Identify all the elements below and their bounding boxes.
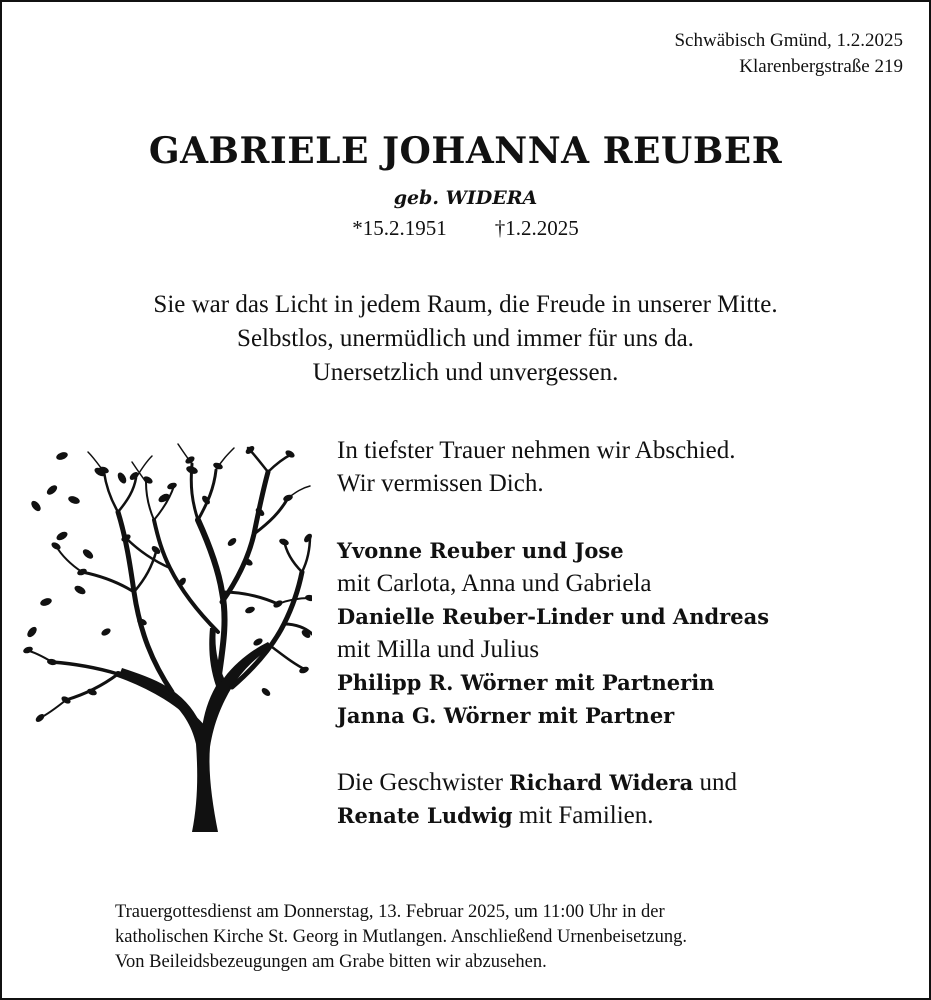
bare-tree-with-falling-leaves-icon (22, 442, 312, 842)
siblings-line (337, 799, 897, 832)
birth-date: *15.2.1951 (352, 216, 447, 240)
farewell-line: In tiefster Trauer nehmen wir Abschied. (337, 437, 736, 464)
sibling-name: Richard Widera (509, 770, 694, 795)
family-member: Danielle Reuber-Linder und Andreas (337, 604, 770, 629)
siblings-conjunction: und (693, 769, 737, 796)
family-member: Janna G. Wörner mit Partner (337, 703, 675, 728)
family-children: mit Carlota, Anna und Gabriela (337, 570, 652, 597)
service-line: Trauergottesdienst am Donnerstag, 13. Februar 2025, um 11:00 Uhr in der (115, 902, 665, 922)
family-member: Yvonne Reuber und Jose (337, 538, 624, 563)
siblings-line (337, 766, 897, 799)
birth-name: geb. WIDERA (393, 187, 538, 209)
siblings-prefix: Die Geschwister (337, 769, 510, 796)
deceased-name: GABRIELE JOHANNA REUBER (148, 130, 783, 172)
farewell-line: Wir vermissen Dich. (337, 470, 544, 497)
life-dates (2, 216, 929, 241)
verse-line: Unersetzlich und unvergessen. (312, 359, 619, 386)
place-date: Schwäbisch Gmünd, 1.2.2025 (674, 30, 903, 51)
service-line: katholischen Kirche St. Georg in Mutlangen. Anschließend Urnenbeisetzung. (115, 927, 688, 947)
family-member: Philipp R. Wörner mit Partnerin (337, 670, 715, 695)
death-date: †1.2.2025 (494, 216, 579, 240)
siblings-suffix: mit Familien. (512, 802, 654, 829)
address: Klarenbergstraße 219 (739, 56, 903, 77)
place-and-address (674, 28, 903, 80)
family-children: mit Milla und Julius (337, 636, 540, 663)
verse-line: Sie war das Licht in jedem Raum, die Freude in unserer Mitte. (153, 291, 778, 318)
funeral-service-info (115, 900, 835, 975)
memorial-verse (2, 288, 929, 390)
mourners-block (337, 434, 897, 832)
verse-line: Selbstlos, unermüdlich und immer für uns da. (237, 325, 694, 352)
sibling-name: Renate Ludwig (337, 803, 513, 828)
service-line: Von Beileidsbezeugungen am Grabe bitten wir abzusehen. (115, 952, 547, 972)
